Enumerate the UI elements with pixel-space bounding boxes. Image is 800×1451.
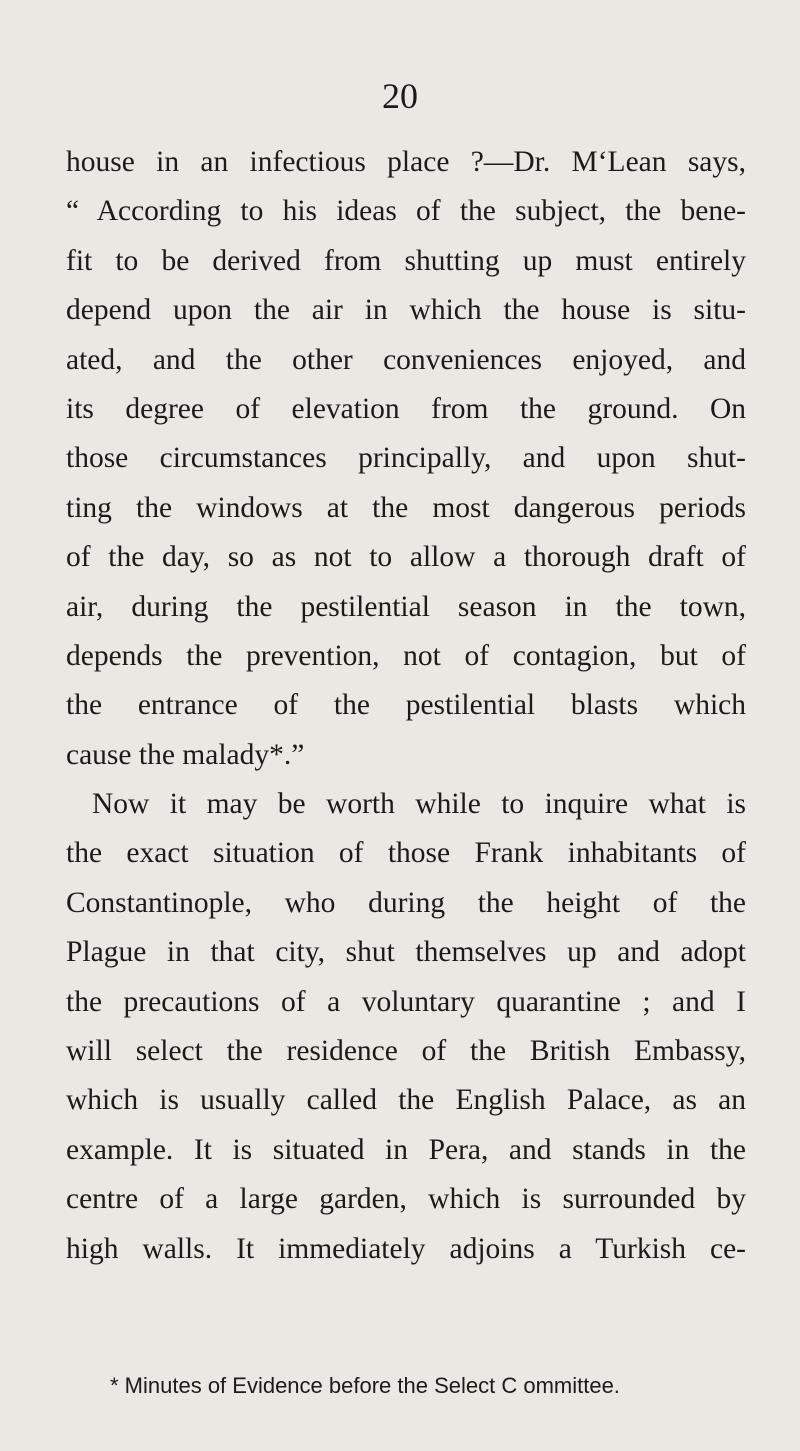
text-line: which is usually called the English Palace, as an: [66, 1084, 746, 1117]
text-line: those circumstances principally, and upon shut-: [66, 442, 746, 475]
text-line: Now it may be worth while to inquire what is: [92, 788, 746, 821]
text-line: the precautions of a voluntary quarantine ; and I: [66, 985, 746, 1018]
text-line: high walls. It immediately adjoins a Turkish ce-: [66, 1232, 746, 1265]
text-line: example. It is situated in Pera, and stands in the: [66, 1133, 746, 1166]
text-line: ated, and the other conveniences enjoyed, and: [66, 343, 746, 376]
text-line: its degree of elevation from the ground. On: [66, 392, 746, 425]
text-line: depend upon the air in which the house is situ-: [66, 294, 746, 327]
body-text: [66, 138, 746, 1274]
text-line: ting the windows at the most dangerous periods: [66, 491, 746, 524]
text-line: the exact situation of those Frank inhabitants of: [66, 837, 746, 870]
footnote: * Minutes of Evidence before the Select C ommittee.: [110, 1373, 620, 1398]
text-line: cause the malady*.”: [66, 738, 305, 771]
text-line: will select the residence of the British Embassy,: [66, 1035, 746, 1068]
text-line: centre of a large garden, which is surrounded by: [66, 1183, 746, 1216]
text-line: house in an infectious place ?—Dr. M‘Lean says,: [66, 146, 746, 178]
text-line: fit to be derived from shutting up must entirely: [66, 244, 746, 277]
text-line: “ According to his ideas of the subject, the bene-: [66, 195, 746, 228]
text-line: of the day, so as not to allow a thorough draft of: [66, 541, 746, 574]
text-line: air, during the pestilential season in the town,: [66, 590, 746, 623]
page-number: 20: [382, 76, 418, 116]
text-line: depends the prevention, not of contagion, but of: [66, 639, 746, 672]
text-line: Plague in that city, shut themselves up and adopt: [66, 936, 746, 969]
text-line: the entrance of the pestilential blasts which: [66, 689, 746, 722]
text-line: Constantinople, who during the height of the: [66, 886, 746, 919]
